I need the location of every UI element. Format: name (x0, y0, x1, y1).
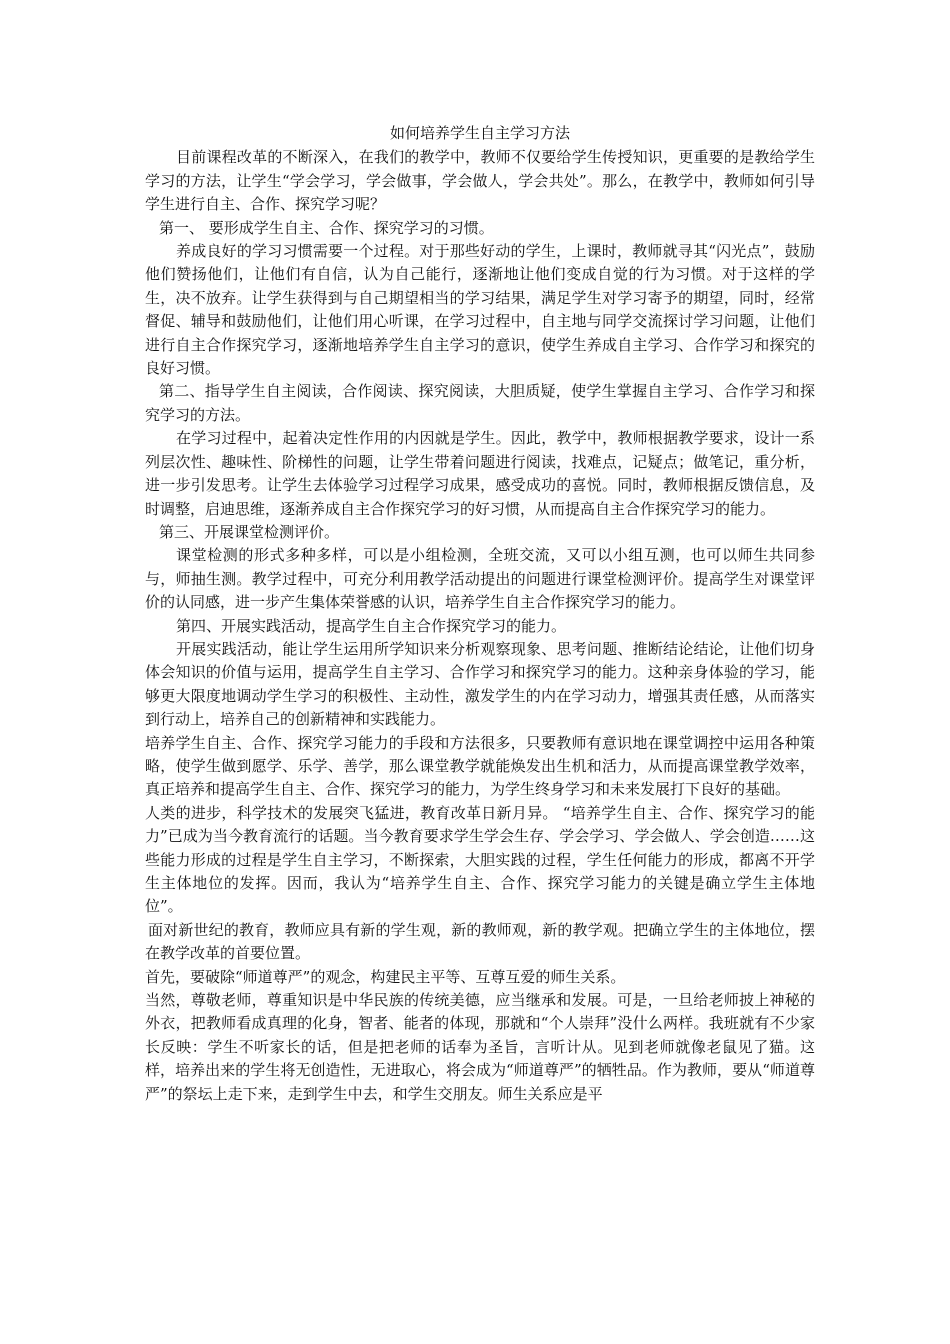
section-heading-2: 第二、指导学生自主阅读，合作阅读、探究阅读，大胆质疑，使学生掌握自主学习、合作学习和探究学习的方法。 (145, 382, 815, 424)
section-heading-4: 第四、开展实践活动，提高学生自主合作探究学习的能力。 (176, 616, 567, 635)
paragraph-intro: 目前课程改革的不断深入，在我们的教学中，教师不仅要给学生传授知识，更重要的是教给学生学习的方法，让学生“学会学习，学会做事，学会做人，学会共处”。那么，在教学中，教师如何引导学生进行自主、合作、探究学习呢？ (145, 148, 815, 214)
paragraph-first: 首先，要破除“师道尊严”的观念，构建民主平等、互尊互爱的师生关系。 (145, 967, 626, 986)
document-title: 如何培养学生自主学习方法 (389, 124, 570, 142)
section-heading-3: 第三、开展课堂检测评价。 (159, 522, 340, 541)
paragraph-summary: 培养学生自主、合作、探究学习能力的手段和方法很多，只要教师有意识地在课堂调控中运用各种策略，使学生做到愿学、乐学、善学，那么课堂教学就能焕发出生机和活力，从而提高课堂教学效率，真正培养和提高学生自主、合作、探究学习的能力，为学生终身学习和未来发展打下良好的基础。 (145, 733, 815, 799)
document-page (145, 122, 815, 1106)
paragraph-progress: 人类的进步，科学技术的发展突飞猛进，教育改革日新月异。 “培养学生自主、合作、探究学习的能力”已成为当今教育流行的话题。当今教育要求学生学会生存、学会学习、学会做人、学会创造……这些能力形成的过程是学生自主学习，不断探索，大胆实践的过程，学生任何能力的形成，都离不开学生主体地位的发挥。因而，我认为“培养学生自主、合作、探究学习能力的关键是确立学生主体地位”。 (145, 803, 815, 916)
paragraph-practice: 开展实践活动，能让学生运用所学知识来分析观察现象、思考问题、推断结论结论，让他们切身体会知识的价值与运用，提高学生自主学习、合作学习和探究学习的能力。这种亲身体验的学习，能够更大限度地调动学生学习的积极性、主动性，激发学生的内在学习动力，增强其责任感，从而落实到行动上，培养自己的创新精神和实践能力。 (145, 639, 815, 729)
section-heading-1: 第一、 要形成学生自主、合作、探究学习的习惯。 (159, 218, 494, 237)
paragraph-respect: 当然，尊敬老师，尊重知识是中华民族的传统美德，应当继承和发展。可是，一旦给老师披上神秘的外衣，把教师看成真理的化身，智者、能者的体现，那就和“个人崇拜”没什么两样。我班就有不少家长反映：学生不听家长的话，但是把老师的话奉为圣旨，言听计从。见到老师就像老鼠见了猫。这样，培养出来的学生将无创造性，无进取心，将会成为“师道尊严”的牺牲品。作为教师，要从“师道尊严”的祭坛上走下来，走到学生中去，和学生交朋友。师生关系应是平 (145, 991, 815, 1103)
paragraph-new-era: 面对新世纪的教育，教师应具有新的学生观，新的教师观，新的教学观。把确立学生的主体地位，摆在教学改革的首要位置。 (145, 920, 815, 963)
paragraph-assessment: 课堂检测的形式多种多样，可以是小组检测，全班交流，又可以小组互测，也可以师生共同参与，师抽生测。教学过程中，可充分利用教学活动提出的问题进行课堂检测评价。提高学生对课堂评价的认同感，进一步产生集体荣誉感的认识，培养学生自主合作探究学习的能力。 (145, 546, 815, 612)
paragraph-reading: 在学习过程中，起着决定性作用的内因就是学生。因此，教学中，教师根据教学要求，设计一系列层次性、趣味性、阶梯性的问题，让学生带着问题进行阅读，找难点，记疑点；做笔记，重分析，进一步引发思考。让学生去体验学习过程学习成果，感受成功的喜悦。同时，教师根据反馈信息，及时调整，启迪思维，逐渐养成自主合作探究学习的好习惯，从而提高自主合作探究学习的能力。 (145, 429, 815, 518)
paragraph-habits: 养成良好的学习习惯需要一个过程。对于那些好动的学生，上课时，教师就寻其“闪光点”，鼓励他们赞扬他们，让他们有自信，认为自己能行，逐渐地让他们变成自觉的行为习惯。对于这样的学生，决不放弃。让学生获得到与自己期望相当的学习结果，满足学生对学习寄予的期望，同时，经常督促、辅导和鼓励他们，让他们用心听课，在学习过程中，自主地与同学交流探讨学习问题，让他们进行自主合作探究学习，逐渐地培养学生自主学习的意识，使学生养成自主学习、合作学习和探究的良好习惯。 (145, 242, 815, 378)
